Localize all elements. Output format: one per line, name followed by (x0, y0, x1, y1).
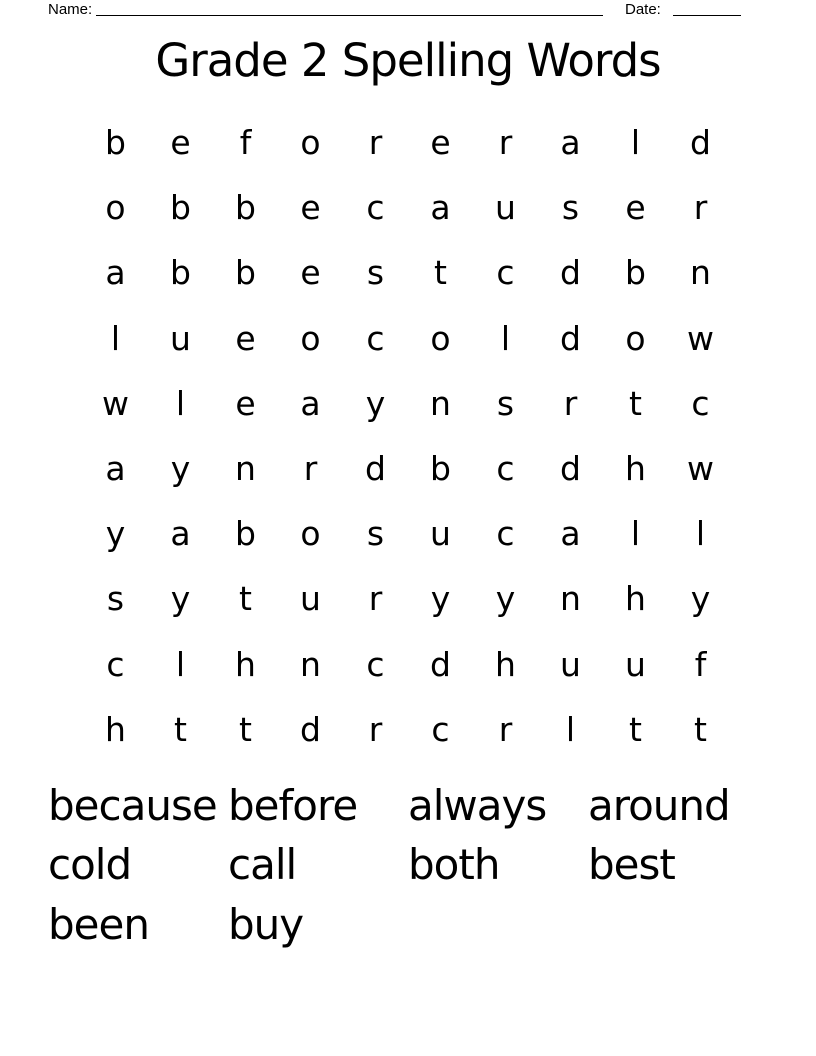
grid-letter-r3c10: n (690, 253, 711, 293)
grid-letter-r2c5: c (366, 188, 385, 228)
word-list (48, 776, 768, 955)
grid-letter-r5c9: t (629, 383, 642, 423)
word-item: cold (48, 840, 132, 890)
grid-letter-r9c10: f (694, 644, 707, 684)
grid-letter-r1c7: r (498, 123, 513, 163)
grid-letter-r6c10: w (687, 449, 714, 489)
word-item: both (408, 840, 500, 890)
grid-letter-r5c3: e (235, 383, 256, 423)
grid-letter-r6c6: b (430, 449, 451, 489)
grid-letter-r2c8: s (561, 188, 580, 228)
grid-letter-r6c5: d (365, 449, 386, 489)
grid-letter-r1c1: b (105, 123, 126, 163)
grid-letter-r4c3: e (235, 318, 256, 358)
grid-letter-r1c5: r (368, 123, 383, 163)
grid-letter-r2c2: b (170, 188, 191, 228)
grid-letter-r2c3: b (235, 188, 256, 228)
grid-letter-r5c8: r (563, 383, 578, 423)
grid-letter-r6c1: a (105, 449, 126, 489)
grid-letter-r6c3: n (235, 449, 256, 489)
grid-letter-r5c7: s (496, 383, 515, 423)
grid-letter-r8c3: t (239, 579, 252, 619)
grid-letter-r7c4: o (300, 514, 321, 554)
grid-letter-r2c9: e (625, 188, 646, 228)
grid-letter-r3c3: b (235, 253, 256, 293)
grid-letter-r10c1: h (105, 709, 126, 749)
word-item: before (228, 780, 358, 830)
grid-letter-r5c1: w (102, 383, 129, 423)
grid-letter-r10c9: t (629, 709, 642, 749)
grid-letter-r5c4: a (300, 383, 321, 423)
grid-letter-r6c9: h (625, 449, 646, 489)
word-item: been (48, 899, 149, 949)
grid-letter-r4c8: d (560, 318, 581, 358)
grid-letter-r2c4: e (300, 188, 321, 228)
grid-letter-r6c7: c (496, 449, 515, 489)
grid-letter-r2c6: a (430, 188, 451, 228)
grid-letter-r8c4: u (300, 579, 321, 619)
word-item: because (48, 780, 217, 830)
grid-letter-r3c8: d (560, 253, 581, 293)
grid-letter-r9c5: c (366, 644, 385, 684)
grid-letter-r7c6: u (430, 514, 451, 554)
grid-letter-r8c8: n (560, 579, 581, 619)
grid-letter-r8c6: y (430, 579, 451, 619)
grid-letter-r7c8: a (560, 514, 581, 554)
word-item: buy (228, 899, 304, 949)
grid-letter-r9c7: h (495, 644, 516, 684)
grid-letter-r4c10: w (687, 318, 714, 358)
word-item: around (588, 780, 730, 830)
grid-letter-r6c2: y (170, 449, 191, 489)
word-item: always (408, 780, 547, 830)
grid-letter-r6c8: d (560, 449, 581, 489)
grid-letter-r3c5: s (366, 253, 385, 293)
grid-letter-r3c7: c (496, 253, 515, 293)
grid-letter-r5c6: n (430, 383, 451, 423)
grid-letter-r10c2: t (174, 709, 187, 749)
grid-letter-r5c2: l (175, 383, 186, 423)
page-title: Grade 2 Spelling Words (155, 34, 661, 87)
word-item: best (588, 840, 675, 890)
grid-letter-r1c6: e (430, 123, 451, 163)
grid-letter-r9c9: u (625, 644, 646, 684)
grid-letter-r4c6: o (430, 318, 451, 358)
grid-letter-r8c7: y (495, 579, 516, 619)
grid-letter-r9c3: h (235, 644, 256, 684)
grid-letter-r1c2: e (170, 123, 191, 163)
date-label: Date: (625, 1, 661, 18)
grid-letter-r1c8: a (560, 123, 581, 163)
grid-letter-r7c3: b (235, 514, 256, 554)
grid-letter-r10c5: r (368, 709, 383, 749)
grid-letter-r10c8: l (565, 709, 576, 749)
grid-letter-r8c1: s (106, 579, 125, 619)
grid-letter-r9c1: c (106, 644, 125, 684)
grid-letter-r8c5: r (368, 579, 383, 619)
grid-letter-r9c2: l (175, 644, 186, 684)
grid-letter-r3c6: t (434, 253, 447, 293)
grid-letter-r10c7: r (498, 709, 513, 749)
letter-grid (83, 110, 733, 762)
grid-letter-r1c4: o (300, 123, 321, 163)
grid-letter-r5c5: y (365, 383, 386, 423)
grid-letter-r7c9: l (630, 514, 641, 554)
grid-letter-r2c1: o (105, 188, 126, 228)
grid-letter-r10c6: c (431, 709, 450, 749)
grid-letter-r3c4: e (300, 253, 321, 293)
grid-letter-r4c4: o (300, 318, 321, 358)
grid-letter-r4c7: l (500, 318, 511, 358)
grid-letter-r7c7: c (496, 514, 515, 554)
grid-letter-r7c1: y (105, 514, 126, 554)
grid-letter-r4c2: u (170, 318, 191, 358)
grid-letter-r1c9: l (630, 123, 641, 163)
grid-letter-r4c1: l (110, 318, 121, 358)
grid-letter-r7c10: l (695, 514, 706, 554)
grid-letter-r7c2: a (170, 514, 191, 554)
grid-letter-r8c9: h (625, 579, 646, 619)
grid-letter-r1c3: f (239, 123, 252, 163)
grid-letter-r4c9: o (625, 318, 646, 358)
word-item: call (228, 840, 297, 890)
grid-letter-r9c6: d (430, 644, 451, 684)
grid-letter-r2c10: r (693, 188, 708, 228)
grid-letter-r9c8: u (560, 644, 581, 684)
grid-letter-r10c4: d (300, 709, 321, 749)
grid-letter-r4c5: c (366, 318, 385, 358)
grid-letter-r10c10: t (694, 709, 707, 749)
grid-letter-r9c4: n (300, 644, 321, 684)
grid-letter-r8c2: y (170, 579, 191, 619)
grid-letter-r3c1: a (105, 253, 126, 293)
date-blank-line (673, 0, 741, 16)
grid-letter-r6c4: r (303, 449, 318, 489)
grid-letter-r2c7: u (495, 188, 516, 228)
grid-letter-r3c2: b (170, 253, 191, 293)
grid-letter-r8c10: y (690, 579, 711, 619)
name-label: Name: (48, 1, 93, 18)
grid-letter-r1c10: d (690, 123, 711, 163)
name-blank-line (96, 0, 603, 16)
grid-letter-r5c10: c (691, 383, 710, 423)
grid-letter-r3c9: b (625, 253, 646, 293)
grid-letter-r7c5: s (366, 514, 385, 554)
grid-letter-r10c3: t (239, 709, 252, 749)
